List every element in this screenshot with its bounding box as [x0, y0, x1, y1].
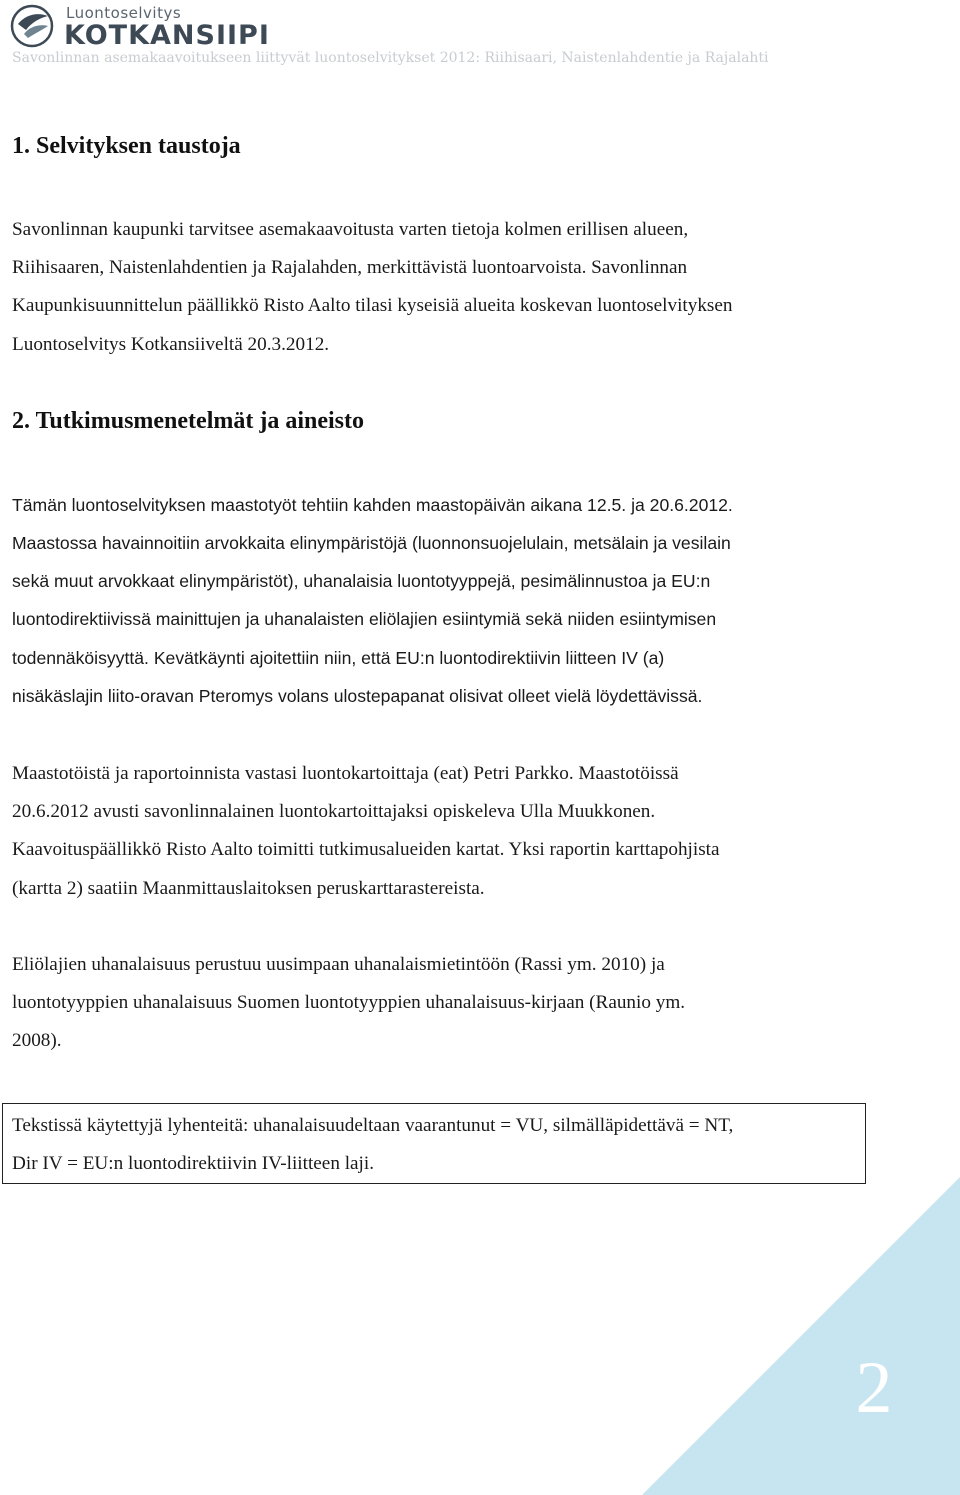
paragraph-line: Kaupunkisuunnittelun päällikkö Risto Aalto tilasi kyseisiä alueita koskevan luontoselvityksen — [12, 295, 733, 317]
paragraph-line: Kaavoituspäällikkö Risto Aalto toimitti tutkimusalueiden kartat. Yksi raportin karttapohjista — [12, 839, 720, 861]
paragraph-line: Maastossa havainnoitiin arvokkaita elinympäristöjä (luonnonsuojelulain, metsälain ja vesilain — [12, 533, 731, 553]
corner-decoration — [642, 1177, 960, 1495]
paragraph-line: Dir IV = EU:n luontodirektiivin IV-liitteen laji. — [12, 1153, 375, 1175]
paragraph-line: nisäkäslajin liito-oravan Pteromys volans ulostepapanat olisivat olleet vielä löydettävissä. — [12, 685, 703, 706]
paragraph-line: 2008). — [12, 1030, 62, 1052]
section-2-heading: 2. Tutkimusmenetelmät ja aineisto — [12, 408, 365, 434]
section-1-heading: 1. Selvityksen taustoja — [12, 133, 241, 159]
paragraph-line: Savonlinnan kaupunki tarvitsee asemakaavoitusta varten tietoja kolmen erillisen alueen, — [12, 219, 689, 240]
section-2-paragraph-2 — [12, 755, 852, 908]
abbreviations-text — [12, 1107, 856, 1183]
paragraph-line: 20.6.2012 avusti savonlinnalainen luontokartoittajaksi opiskeleva Ulla Muukkonen. — [12, 801, 656, 823]
paragraph-line: luontotyyppien uhanalaisuus Suomen luontotyyppien uhanalaisuus-kirjaan (Raunio ym. — [12, 992, 686, 1014]
logo-main-text: KOTKANSIIPI — [64, 20, 270, 51]
header-subtitle: Savonlinnan asemakaavoitukseen liittyvät luontoselvitykset 2012: Riihisaari, Naistenlahdentie ja Rajalahti — [12, 50, 769, 66]
page-number: 2 — [855, 1347, 893, 1429]
paragraph-line: Tämän luontoselvityksen maastotyöt tehtiin kahden maastopäivän aikana 12.5. ja 20.6.2012. — [12, 495, 733, 515]
logo-top-text: Luontoselvitys — [66, 4, 182, 22]
section-2-paragraph-3 — [12, 946, 852, 1061]
paragraph-line: todennäköisyyttä. Kevätkäynti ajoitettiin niin, että EU:n luontodirektiivin liitteen IV (a) — [12, 647, 665, 668]
paragraph-line: Riihisaaren, Naistenlahdentien ja Rajalahden, merkittävistä luontoarvoista. Savonlinnan — [12, 257, 688, 279]
paragraph-line: Eliölajien uhanalaisuus perustuu uusimpaan uhanalaismietintöön (Rassi ym. 2010) ja — [12, 954, 665, 975]
paragraph-line: luontodirektiivissä mainittujen ja uhanalaisten eliölajien esiintymiä sekä niiden esiintymisen — [12, 609, 717, 630]
section-1-paragraph — [12, 211, 852, 364]
section-2-paragraph-1 — [12, 524, 852, 715]
paragraph-line: Luontoselvitys Kotkansiiveltä 20.3.2012. — [12, 333, 330, 355]
section-2-intro — [12, 486, 852, 524]
abbreviations-box — [2, 1103, 866, 1184]
logo-mark-icon — [10, 4, 54, 48]
paragraph-line: (kartta 2) saatiin Maanmittauslaitoksen peruskarttarastereista. — [12, 877, 485, 899]
paragraph-line: Maastotöistä ja raportoinnista vastasi luontokartoittaja (eat) Petri Parkko. Maastotöissä — [12, 763, 679, 784]
paragraph-line: sekä muut arvokkaat elinympäristöt), uhanalaisia luontotyyppejä, pesimälinnustoa ja EU:n — [12, 571, 711, 592]
paragraph-line: Tekstissä käytettyjä lyhenteitä: uhanalaisuudeltaan vaarantunut = VU, silmälläpidettävä = NT, — [12, 1115, 734, 1136]
